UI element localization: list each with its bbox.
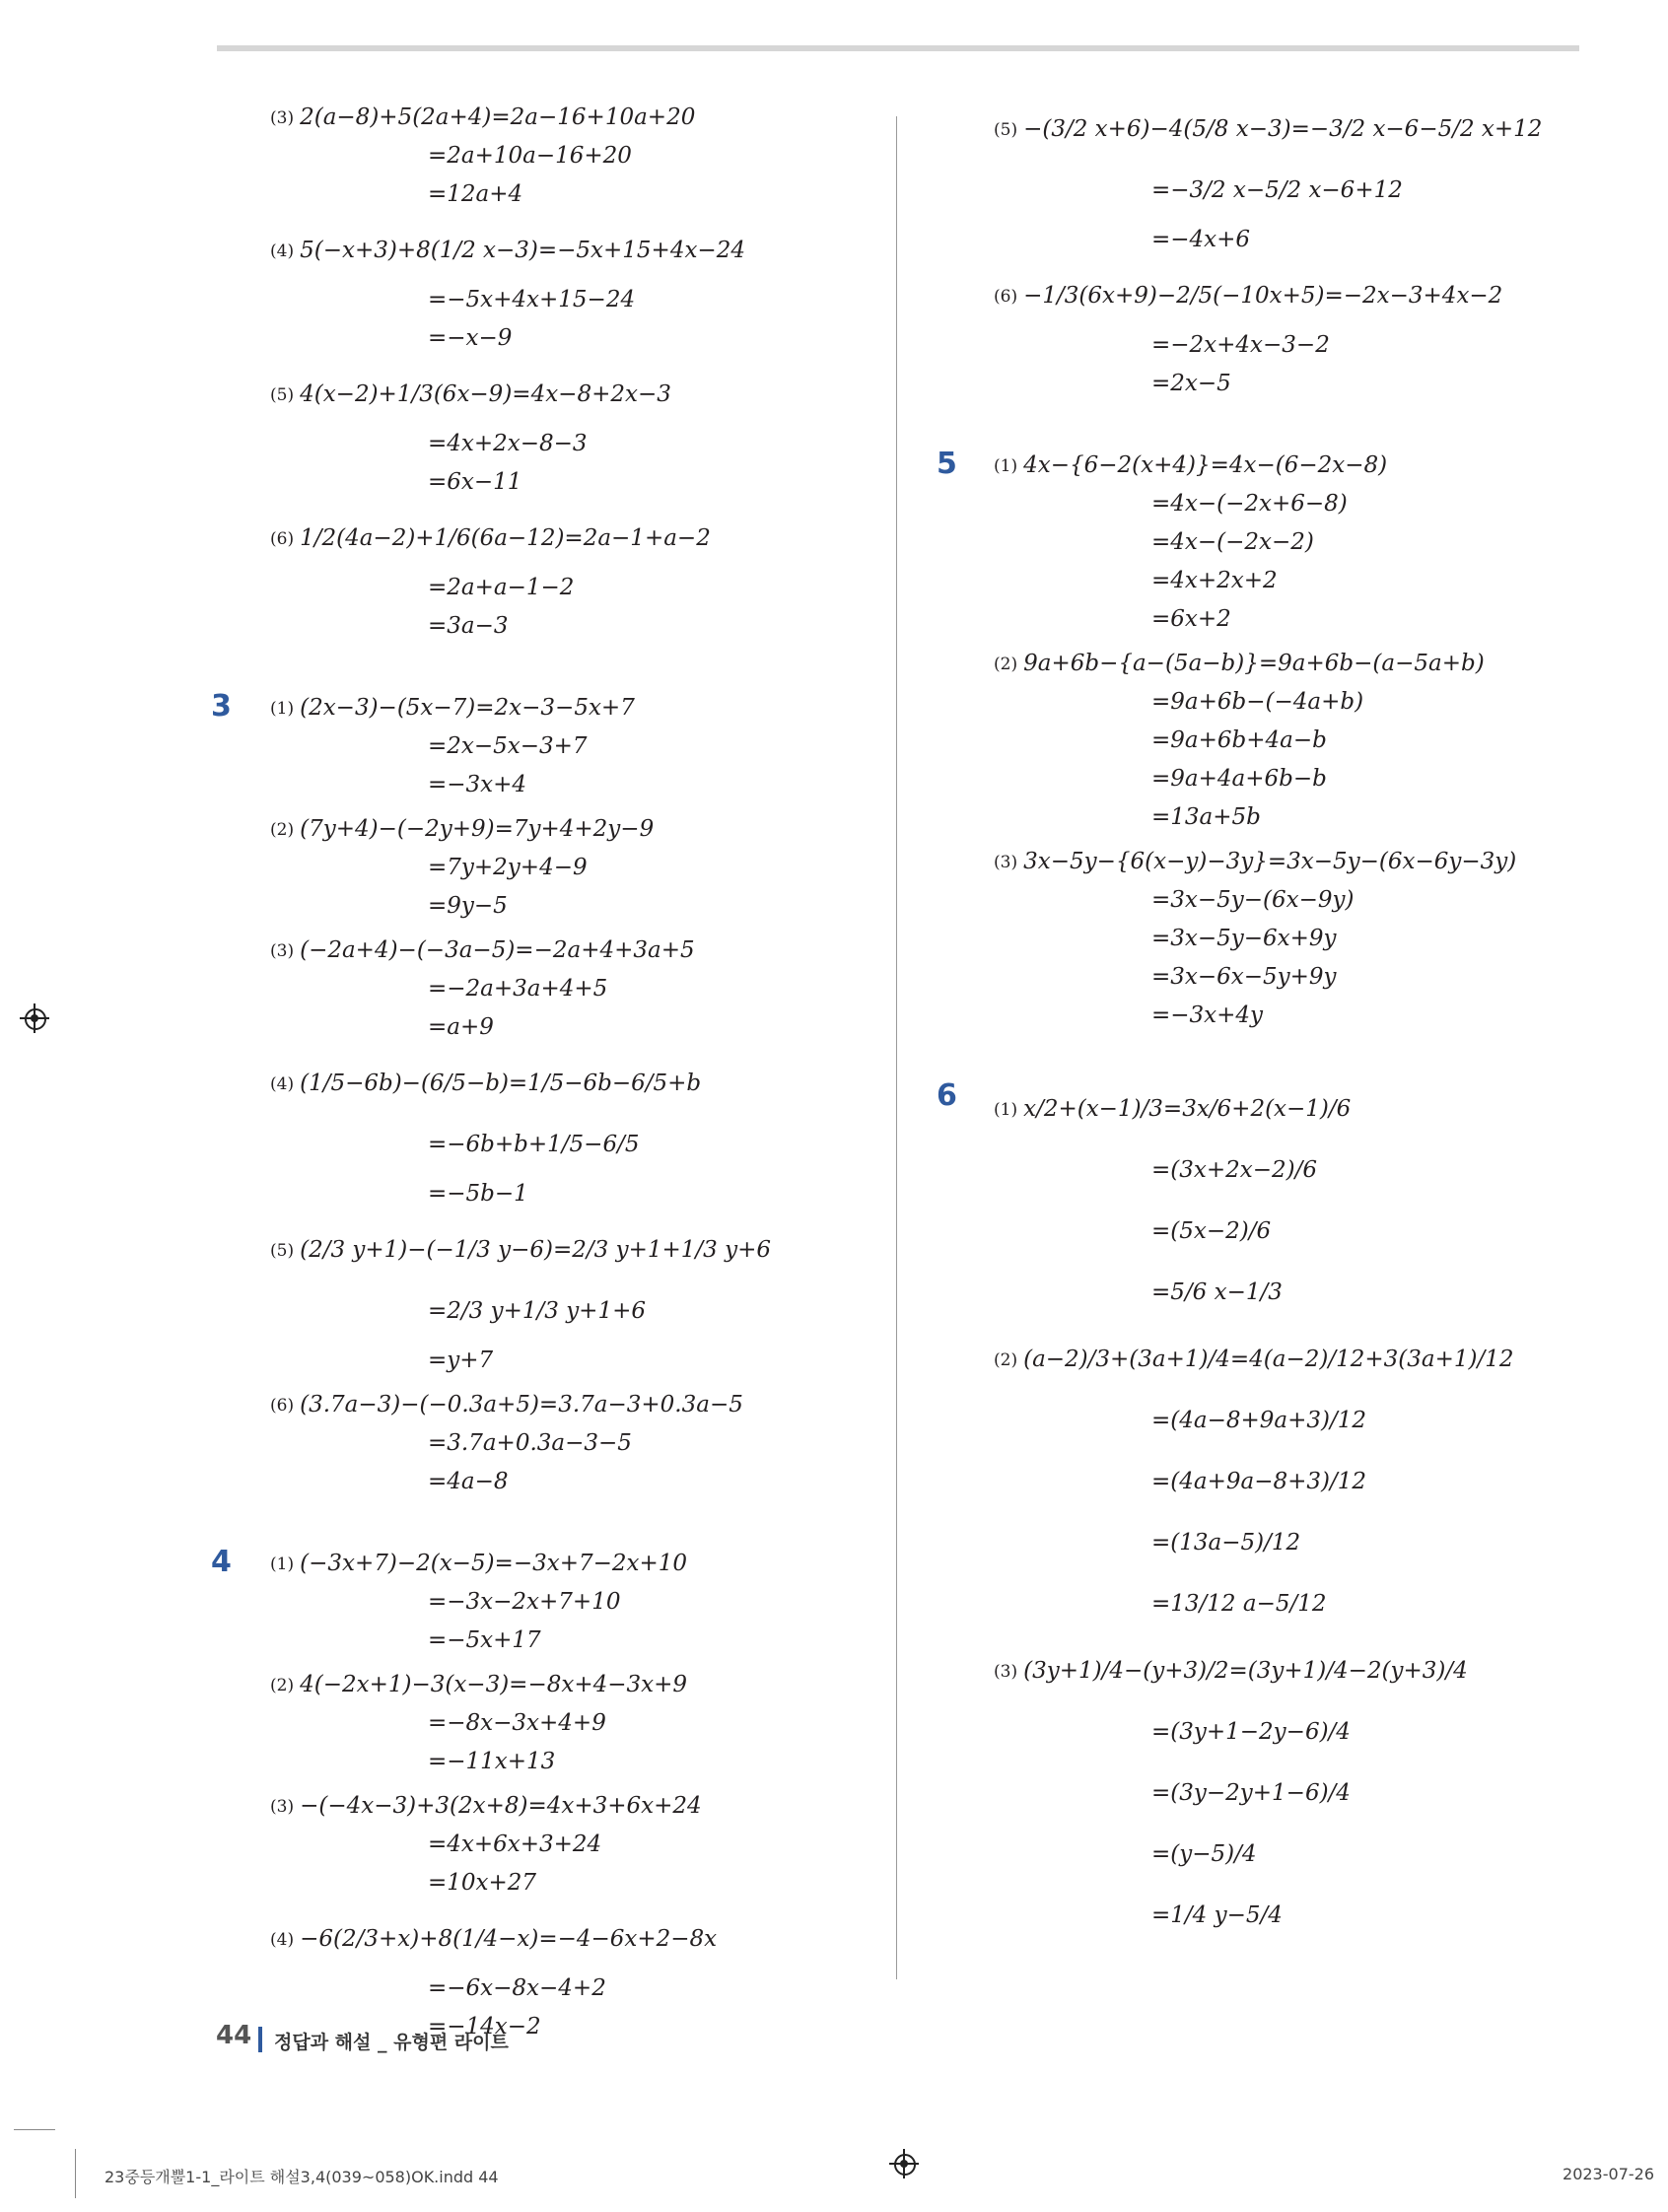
equation-text: =2a+10a−16+20 [428, 143, 632, 169]
crop-mark-vertical [75, 2149, 76, 2198]
equation-text: =4a−8 [428, 1469, 509, 1494]
equation-line [270, 1463, 881, 1501]
sub-problem-label: (3) [270, 940, 295, 961]
equation-line [270, 175, 881, 214]
equation-line [994, 1201, 1644, 1262]
equation-line [994, 1640, 1644, 1701]
problem-block [935, 99, 1644, 403]
sub-problem [270, 932, 881, 1047]
equation-line [994, 722, 1644, 760]
sub-problem [994, 99, 1644, 259]
equation-line [270, 281, 881, 319]
equation-text: =4x−(−2x+6−8) [1151, 491, 1348, 517]
column-divider [896, 116, 897, 1979]
equation-text: =−5x+17 [428, 1627, 541, 1653]
problem-number: 3 [211, 689, 232, 724]
sub-problem [270, 1219, 881, 1380]
equation-text: =2x−5x−3+7 [428, 733, 588, 759]
equation-text: =−3/2 x−5/2 x−6+12 [1151, 177, 1403, 203]
equation-text: =13/12 a−5/12 [1151, 1591, 1327, 1617]
sub-problem [270, 810, 881, 926]
sub-problem-label: (4) [270, 242, 295, 261]
equation-text: −(−4x−3)+3(2x+8)=4x+3+6x+24 [300, 1793, 702, 1819]
equation-text: =y+7 [428, 1348, 494, 1373]
equation-text: =6x+2 [1151, 606, 1231, 632]
page-number: 44 [216, 2021, 252, 2050]
equation-text: =3a−3 [428, 613, 509, 639]
equation-text: =2/3 y+1/3 y+1+6 [428, 1298, 646, 1324]
equation-line [994, 683, 1644, 722]
sub-problem [994, 265, 1644, 403]
sub-problem-label: (1) [994, 1100, 1018, 1120]
sub-problem [994, 645, 1644, 837]
equation-line [270, 1114, 881, 1175]
equation-line [994, 1885, 1644, 1946]
equation-line [994, 920, 1644, 958]
sub-problem-label: (1) [270, 698, 295, 719]
equation-text: 2(a−8)+5(2a+4)=2a−16+10a+20 [300, 104, 696, 130]
equation-line [994, 1390, 1644, 1451]
equation-line [270, 1908, 881, 1970]
registration-mark-icon [889, 2149, 919, 2178]
equation-line [994, 997, 1644, 1035]
equation-text: =−3x−2x+7+10 [428, 1589, 621, 1615]
equation-line [270, 1743, 881, 1781]
sub-problem [270, 1787, 881, 1902]
equation-text: =(y−5)/4 [1151, 1841, 1257, 1867]
equation-line [270, 1787, 881, 1826]
crop-mark [14, 2129, 55, 2130]
equation-line [994, 1824, 1644, 1885]
sub-problem-label: (2) [994, 1350, 1018, 1370]
sub-problem-label: (5) [994, 120, 1018, 140]
equation-text: (3.7a−3)−(−0.3a+5)=3.7a−3+0.3a−5 [300, 1392, 743, 1417]
equation-text: =4x+2x−8−3 [428, 431, 588, 456]
sub-problem [270, 1053, 881, 1213]
equation-line [994, 1329, 1644, 1390]
slug-filename: 23중등개뿔1-1_라이트 해설3,4(039~058)OK.indd 44 [104, 2168, 499, 2186]
sub-problem [994, 447, 1644, 639]
sub-problem [994, 1329, 1644, 1634]
equation-text: =−x−9 [428, 325, 513, 351]
equation-line [270, 607, 881, 646]
sub-problem-label: (4) [270, 1930, 295, 1950]
equation-line [270, 1666, 881, 1704]
right-column [935, 99, 1644, 1952]
equation-text: =−8x−3x+4+9 [428, 1710, 606, 1736]
sub-problem-label: (3) [270, 107, 295, 128]
problem-block [211, 1545, 881, 2046]
equation-text: =a+9 [428, 1014, 494, 1040]
equation-text: =1/4 y−5/4 [1151, 1902, 1283, 1928]
equation-line [270, 569, 881, 607]
equation-text: =(3y−2y+1−6)/4 [1151, 1780, 1351, 1806]
equation-text: =−5b−1 [428, 1181, 528, 1207]
equation-text: =3x−5y−6x+9y [1151, 926, 1337, 951]
equation-text: =7y+2y+4−9 [428, 855, 588, 880]
equation-text: =10x+27 [428, 1870, 537, 1896]
equation-line [994, 600, 1644, 639]
equation-line [270, 425, 881, 463]
equation-line [270, 220, 881, 281]
equation-line [270, 932, 881, 970]
equation-text: =2x−5 [1151, 371, 1231, 396]
equation-text: 4(x−2)+1/3(6x−9)=4x−8+2x−3 [300, 381, 671, 407]
sub-problem-label: (5) [270, 385, 295, 405]
problem-number: 5 [937, 447, 957, 481]
sub-problem-label: (6) [994, 287, 1018, 307]
equation-line [994, 1512, 1644, 1573]
equation-text: (−2a+4)−(−3a−5)=−2a+4+3a+5 [300, 937, 695, 963]
equation-line [994, 1701, 1644, 1763]
equation-line [994, 99, 1644, 160]
sub-problem [270, 99, 881, 214]
equation-line [270, 1175, 881, 1213]
equation-line [994, 843, 1644, 881]
equation-line [994, 760, 1644, 798]
sub-problem-label: (3) [270, 1796, 295, 1817]
equation-text: =−2x+4x−3−2 [1151, 332, 1330, 358]
sub-problem-label: (2) [994, 654, 1018, 674]
sub-problem [994, 1640, 1644, 1946]
sub-problem [994, 1078, 1644, 1323]
equation-text: =−4x+6 [1151, 227, 1251, 252]
equation-line [270, 727, 881, 766]
sub-problem [270, 508, 881, 646]
equation-text: 1/2(4a−2)+1/6(6a−12)=2a−1+a−2 [300, 525, 711, 551]
footer-accent-bar [258, 2027, 262, 2052]
equation-line [994, 1140, 1644, 1201]
sub-problem [270, 1386, 881, 1501]
equation-text: =−11x+13 [428, 1749, 556, 1774]
equation-text: =9a+6b−(−4a+b) [1151, 689, 1364, 715]
equation-text: =4x+2x+2 [1151, 568, 1278, 593]
problem-number: 4 [211, 1545, 232, 1579]
equation-text: =3x−5y−(6x−9y) [1151, 887, 1355, 913]
equation-line [994, 1763, 1644, 1824]
equation-line [270, 1970, 881, 2008]
equation-line [270, 1280, 881, 1342]
equation-line [994, 645, 1644, 683]
sub-problem-label: (3) [994, 1662, 1018, 1682]
equation-text: 9a+6b−{a−(5a−b)}=9a+6b−(a−5a+b) [1023, 651, 1485, 676]
equation-text: =−6b+b+1/5−6/5 [428, 1132, 640, 1157]
equation-text: (1/5−6b)−(6/5−b)=1/5−6b−6/5+b [300, 1071, 702, 1096]
equation-line [270, 1053, 881, 1114]
equation-line [270, 887, 881, 926]
equation-line [270, 319, 881, 358]
problem-block [935, 1078, 1644, 1946]
equation-line [270, 1583, 881, 1622]
equation-line [270, 1386, 881, 1424]
problem-block [211, 99, 881, 646]
sub-problem-label: (2) [270, 1675, 295, 1695]
equation-line [994, 1262, 1644, 1323]
sub-problem-label: (6) [270, 529, 295, 549]
sub-problem-label: (3) [994, 852, 1018, 872]
equation-line [270, 1826, 881, 1864]
sub-problem [270, 1545, 881, 1660]
equation-line [270, 1008, 881, 1047]
sub-problem-label: (2) [270, 819, 295, 840]
equation-line [270, 1424, 881, 1463]
slug-date: 2023-07-26 [1563, 2165, 1654, 2183]
equation-line [270, 99, 881, 137]
equation-text: =(3x+2x−2)/6 [1151, 1157, 1317, 1183]
equation-text: (3y+1)/4−(y+3)/2=(3y+1)/4−2(y+3)/4 [1023, 1658, 1468, 1684]
sub-problem [270, 220, 881, 358]
equation-text: 4(−2x+1)−3(x−3)=−8x+4−3x+9 [300, 1672, 688, 1697]
equation-text: =6x−11 [428, 469, 522, 495]
equation-text: =3x−6x−5y+9y [1151, 964, 1337, 990]
equation-text: =9y−5 [428, 893, 508, 919]
equation-line [270, 849, 881, 887]
equation-line [994, 160, 1644, 221]
equation-text: x/2+(x−1)/3=3x/6+2(x−1)/6 [1023, 1096, 1352, 1122]
equation-line [994, 485, 1644, 523]
equation-text: =4x+6x+3+24 [428, 1832, 602, 1857]
equation-text: =3.7a+0.3a−3−5 [428, 1430, 632, 1456]
equation-text: =−3x+4y [1151, 1002, 1264, 1028]
equation-line [270, 1864, 881, 1902]
sub-problem-label: (1) [270, 1554, 295, 1574]
equation-line [270, 463, 881, 502]
equation-text: =9a+4a+6b−b [1151, 766, 1327, 792]
equation-text: =(13a−5)/12 [1151, 1530, 1301, 1555]
problem-block [211, 689, 881, 1501]
equation-text: 4x−{6−2(x+4)}=4x−(6−2x−8) [1023, 452, 1388, 478]
equation-text: =−6x−8x−4+2 [428, 1975, 606, 2001]
equation-text: =5/6 x−1/3 [1151, 1279, 1283, 1305]
registration-mark-icon [20, 1003, 49, 1033]
equation-text: =(3y+1−2y−6)/4 [1151, 1719, 1351, 1745]
equation-text: =−3x+4 [428, 772, 527, 797]
sub-problem [994, 843, 1644, 1035]
equation-line [270, 689, 881, 727]
equation-text: =−2a+3a+4+5 [428, 976, 608, 1002]
sub-problem [270, 689, 881, 804]
equation-line [994, 881, 1644, 920]
equation-line [994, 1078, 1644, 1140]
equation-line [270, 1704, 881, 1743]
top-rule [217, 45, 1579, 51]
equation-line [994, 562, 1644, 600]
equation-text: (−3x+7)−2(x−5)=−3x+7−2x+10 [300, 1551, 688, 1576]
equation-line [994, 958, 1644, 997]
equation-text: =−5x+4x+15−24 [428, 287, 636, 312]
equation-line [994, 326, 1644, 365]
equation-line [270, 810, 881, 849]
equation-text: 3x−5y−{6(x−y)−3y}=3x−5y−(6x−6y−3y) [1023, 849, 1517, 874]
equation-line [270, 970, 881, 1008]
equation-line [270, 1219, 881, 1280]
equation-line [270, 766, 881, 804]
equation-line [270, 1622, 881, 1660]
equation-line [270, 1545, 881, 1583]
sub-problem [270, 364, 881, 502]
equation-line [994, 221, 1644, 259]
sub-problem-label: (6) [270, 1395, 295, 1416]
equation-line [994, 265, 1644, 326]
equation-text: (2/3 y+1)−(−1/3 y−6)=2/3 y+1+1/3 y+6 [300, 1237, 771, 1263]
sub-problem-label: (5) [270, 1241, 295, 1261]
problem-block [935, 447, 1644, 1035]
equation-text: =(5x−2)/6 [1151, 1218, 1272, 1244]
problem-number: 6 [937, 1078, 957, 1113]
equation-line [270, 137, 881, 175]
equation-line [270, 364, 881, 425]
sub-problem-label: (1) [994, 455, 1018, 476]
equation-line [270, 1342, 881, 1380]
equation-text: 5(−x+3)+8(1/2 x−3)=−5x+15+4x−24 [300, 238, 745, 263]
equation-text: =(4a+9a−8+3)/12 [1151, 1469, 1367, 1494]
equation-text: =9a+6b+4a−b [1151, 727, 1327, 753]
equation-line [994, 1451, 1644, 1512]
equation-text: =12a+4 [428, 181, 523, 207]
equation-line [994, 365, 1644, 403]
equation-text: (a−2)/3+(3a+1)/4=4(a−2)/12+3(3a+1)/12 [1023, 1347, 1514, 1372]
sub-problem-label: (4) [270, 1074, 295, 1094]
equation-text: (2x−3)−(5x−7)=2x−3−5x+7 [300, 695, 635, 721]
equation-text: =4x−(−2x−2) [1151, 529, 1314, 555]
equation-text: −(3/2 x+6)−4(5/8 x−3)=−3/2 x−6−5/2 x+12 [1023, 116, 1543, 142]
equation-text: (7y+4)−(−2y+9)=7y+4+2y−9 [300, 816, 655, 842]
equation-text: −1/3(6x+9)−2/5(−10x+5)=−2x−3+4x−2 [1023, 283, 1503, 309]
left-column [211, 99, 881, 2052]
equation-line [270, 508, 881, 569]
sub-problem [270, 1666, 881, 1781]
equation-text: =−14x−2 [428, 2014, 541, 2039]
sub-problem [270, 1908, 881, 2046]
equation-text: =13a+5b [1151, 804, 1261, 830]
equation-line [994, 1573, 1644, 1634]
footer-title: 정답과 해설 _ 유형편 라이트 [274, 2032, 509, 2053]
equation-line [994, 447, 1644, 485]
equation-text: =2a+a−1−2 [428, 575, 575, 600]
equation-text: −6(2/3+x)+8(1/4−x)=−4−6x+2−8x [300, 1926, 718, 1952]
equation-line [994, 523, 1644, 562]
equation-text: =(4a−8+9a+3)/12 [1151, 1408, 1367, 1433]
equation-line [994, 798, 1644, 837]
